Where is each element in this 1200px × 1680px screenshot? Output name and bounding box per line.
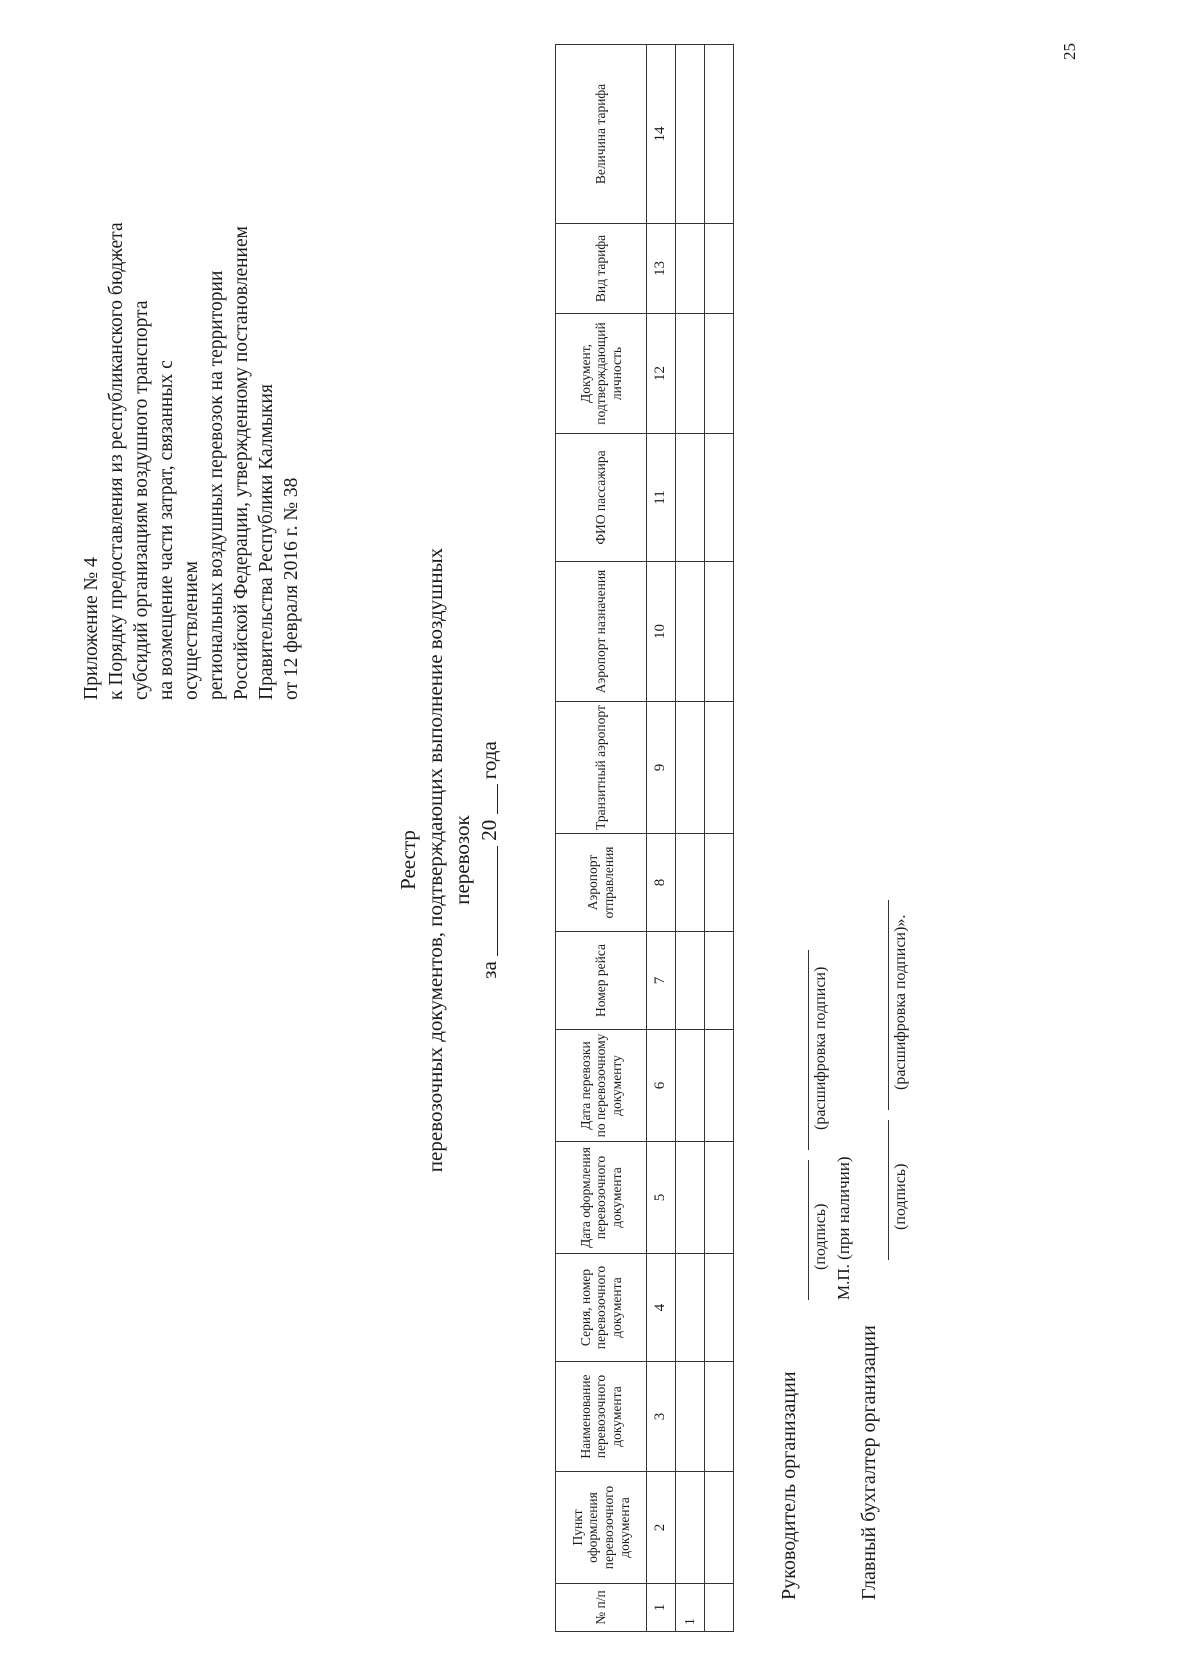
table-cell[interactable] — [676, 1362, 705, 1472]
column-number: 9 — [647, 702, 676, 834]
period-blank-2[interactable] — [476, 784, 498, 814]
head-label: Руководитель организации — [778, 1371, 800, 1600]
stamp-label: М.П. (при наличии) — [834, 1156, 853, 1300]
accountant-signature-line[interactable] — [888, 1120, 889, 1260]
table-cell[interactable] — [676, 1254, 705, 1362]
table-cell[interactable] — [705, 562, 734, 702]
table-cell[interactable] — [676, 834, 705, 932]
table-cell[interactable] — [705, 1362, 734, 1472]
document-title — [395, 370, 503, 1350]
accountant-decode-caption: (расшифровка подписи)». — [892, 914, 909, 1090]
title-line-3: перевозок — [449, 815, 474, 905]
table-cell[interactable] — [705, 1142, 734, 1254]
table-cell[interactable] — [705, 932, 734, 1030]
table-cell[interactable] — [705, 702, 734, 834]
page-number: 25 — [1060, 43, 1079, 60]
appendix-line: региональных воздушных перевозок на территории — [205, 270, 227, 700]
column-number: 8 — [647, 834, 676, 932]
period-suffix: года — [476, 741, 501, 780]
table-cell[interactable] — [705, 224, 734, 314]
table-cell[interactable] — [705, 834, 734, 932]
column-number: 7 — [647, 932, 676, 1030]
period-blank-1[interactable] — [476, 846, 498, 956]
table-row — [676, 45, 705, 1632]
head-decode-caption: (расшифровка подписи) — [812, 966, 829, 1130]
table-cell[interactable] — [676, 1472, 705, 1584]
column-header: Вид тарифа — [556, 224, 647, 314]
column-number: 12 — [647, 314, 676, 434]
table-cell[interactable] — [705, 434, 734, 562]
column-number: 5 — [647, 1142, 676, 1254]
table-cell[interactable] — [676, 1142, 705, 1254]
registry-table — [555, 44, 734, 1632]
head-decode-line[interactable] — [808, 950, 809, 1150]
column-number: 14 — [647, 45, 676, 224]
table-cell[interactable] — [676, 1030, 705, 1142]
appendix-line: Правительства Республики Калмыкия — [255, 384, 277, 700]
appendix-line: Приложение № 4 — [81, 557, 102, 700]
table-cell[interactable] — [705, 1254, 734, 1362]
appendix-line: Российской Федерации, утвержденному постановлением — [230, 226, 252, 700]
column-number: 1 — [647, 1584, 676, 1632]
period-year: 20 — [476, 819, 501, 841]
head-signature-caption: (подпись) — [812, 1203, 829, 1270]
column-number-row — [647, 45, 676, 1632]
column-header: Документ, подтверждающий личность — [556, 314, 647, 434]
title-period — [476, 370, 503, 1350]
table-cell[interactable] — [705, 1030, 734, 1142]
column-header: Номер рейса — [556, 932, 647, 1030]
accountant-decode-line[interactable] — [888, 900, 889, 1110]
head-signature-line[interactable] — [808, 1160, 809, 1300]
accountant-label: Главный бухгалтер организации — [858, 1325, 880, 1600]
column-number: 6 — [647, 1030, 676, 1142]
table-cell[interactable] — [676, 224, 705, 314]
table-body — [676, 45, 734, 1632]
table-cell[interactable] — [676, 434, 705, 562]
title-line-1: Реестр — [396, 830, 420, 890]
table-cell[interactable] — [705, 1472, 734, 1584]
column-header: Пункт оформления перевозочного документа — [556, 1472, 647, 1584]
appendix-line: к Порядку предоставления из республиканского бюджета — [105, 222, 127, 700]
appendix-line: субсидий организациям воздушного транспорта — [130, 300, 152, 700]
appendix-line: на возмещение части затрат, связанных с — [155, 360, 177, 700]
column-header: Наименование перевозочного документа — [556, 1362, 647, 1472]
appendix-line: осуществлением — [180, 561, 202, 700]
table-cell[interactable]: 1 — [676, 1584, 705, 1632]
column-header: Дата перевозки по перевозочному документу — [556, 1030, 647, 1142]
column-number: 2 — [647, 1472, 676, 1584]
appendix-block — [80, 60, 305, 700]
column-header: Дата оформления перевозочного документа — [556, 1142, 647, 1254]
appendix-line: от 12 февраля 2016 г. № 38 — [280, 477, 302, 700]
table-cell[interactable] — [676, 314, 705, 434]
table-header — [556, 45, 647, 1632]
column-header: ФИО пассажира — [556, 434, 647, 562]
column-header: Величина тарифа — [556, 45, 647, 224]
accountant-signature-caption: (подпись) — [892, 1163, 909, 1230]
column-number: 11 — [647, 434, 676, 562]
table-cell[interactable] — [705, 1584, 734, 1632]
table-cell[interactable] — [676, 932, 705, 1030]
table-header-row — [556, 45, 647, 1632]
column-header: Аэропорт назначения — [556, 562, 647, 702]
table-cell[interactable] — [676, 562, 705, 702]
column-number: 4 — [647, 1254, 676, 1362]
table-cell[interactable] — [676, 45, 705, 224]
table-cell[interactable] — [705, 314, 734, 434]
table-cell[interactable] — [676, 702, 705, 834]
period-prefix: за — [476, 961, 501, 979]
signature-block — [760, 600, 960, 1600]
column-header: Серия, номер перевозочного документа — [556, 1254, 647, 1362]
column-header: № п/п — [556, 1584, 647, 1632]
table-row — [705, 45, 734, 1632]
column-number: 10 — [647, 562, 676, 702]
title-line-2: перевозочных документов, подтверждающих выполнение воздушных — [422, 547, 447, 1173]
column-header: Аэропорт отправления — [556, 834, 647, 932]
column-numbers — [647, 45, 676, 1632]
table-cell[interactable] — [705, 45, 734, 224]
column-header: Транзитный аэропорт — [556, 702, 647, 834]
column-number: 13 — [647, 224, 676, 314]
column-number: 3 — [647, 1362, 676, 1472]
